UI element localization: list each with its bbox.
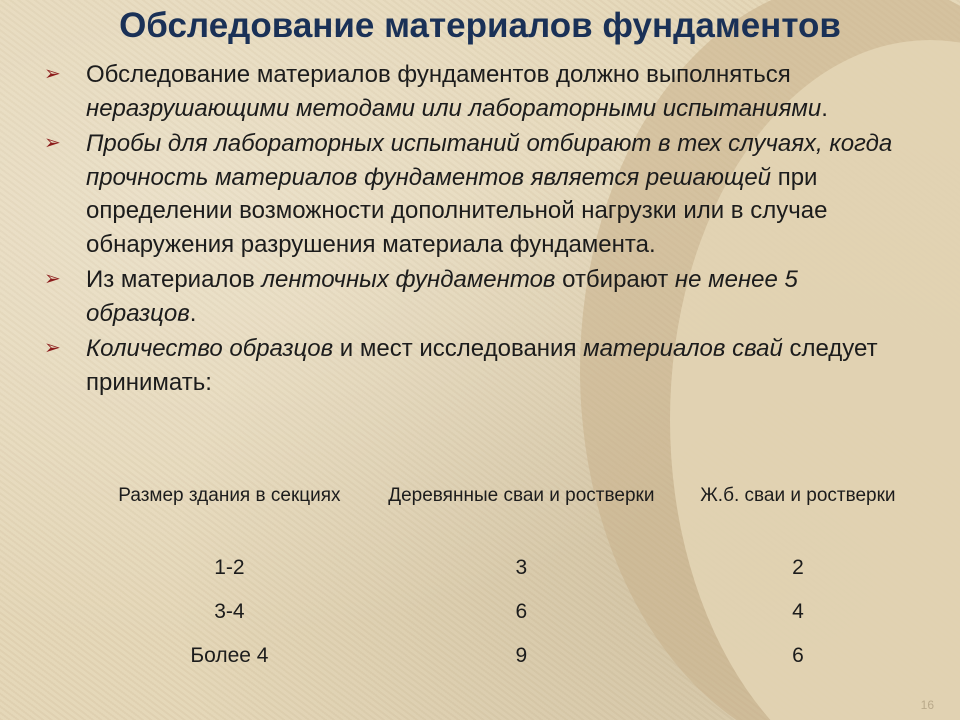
- arrow-bullet-icon: ➢: [44, 268, 61, 290]
- table-cell: 6: [515, 600, 528, 623]
- page-number: 16: [920, 698, 934, 712]
- arrow-bullet-icon: ➢: [44, 337, 61, 359]
- bullet-item: [44, 127, 894, 261]
- table-header-row: [96, 484, 916, 546]
- bullet-item: [44, 263, 894, 330]
- arrow-bullet-icon: ➢: [44, 63, 61, 85]
- samples-table: [96, 484, 916, 678]
- column-header: Ж.б. сваи и ростверки: [700, 485, 896, 506]
- bullet-text-run: .: [821, 94, 828, 122]
- table-cell: Более 4: [190, 644, 269, 667]
- bullet-list: [44, 58, 894, 401]
- column-header: Размер здания в секциях: [118, 485, 341, 506]
- bullet-item: [44, 332, 894, 399]
- table-cell: 1-2: [214, 556, 245, 579]
- bullet-item: [44, 58, 894, 125]
- table-cell: 6: [792, 644, 804, 667]
- bullet-text-run: Из материалов: [86, 266, 262, 293]
- bullet-text-run: не менее 5 образцов: [86, 266, 798, 327]
- column-header: Деревянные сваи и ростверки: [388, 485, 655, 506]
- table-row: [96, 634, 916, 678]
- bullet-text-run: материалов свай: [583, 335, 783, 362]
- bullet-text-run: ленточных фундаментов: [261, 266, 556, 293]
- table-cell: 3-4: [214, 600, 245, 623]
- slide-title: Обследование материалов фундаментов: [119, 6, 841, 45]
- table-cell: 4: [792, 600, 804, 623]
- table-row: [96, 546, 916, 590]
- arrow-bullet-icon: ➢: [44, 132, 61, 154]
- table-cell: 9: [515, 644, 528, 667]
- bullet-text-run: при определении возможности дополнительной нагрузки или в случае обнаружения разрушения материала фундамента.: [86, 163, 828, 258]
- table-cell: 3: [515, 556, 528, 579]
- bullet-text-run: Обследование материалов фундаментов должно выполняться: [86, 61, 791, 88]
- bullet-text-run: Количество образцов: [86, 335, 334, 362]
- bullet-text-run: Пробы для лабораторных испытаний отбирают в тех случаях, когда прочность материалов фундаментов является решающей: [86, 130, 893, 191]
- bullet-text-run: неразрушающими методами или лабораторными испытаниями: [86, 94, 822, 122]
- bullet-text-run: и мест исследования: [333, 335, 584, 362]
- bullet-text-run: .: [189, 299, 197, 327]
- table-cell: 2: [792, 556, 804, 579]
- bullet-text-run: следует принимать:: [86, 335, 878, 396]
- table-row: [96, 590, 916, 634]
- bullet-text-run: отбирают: [555, 266, 675, 293]
